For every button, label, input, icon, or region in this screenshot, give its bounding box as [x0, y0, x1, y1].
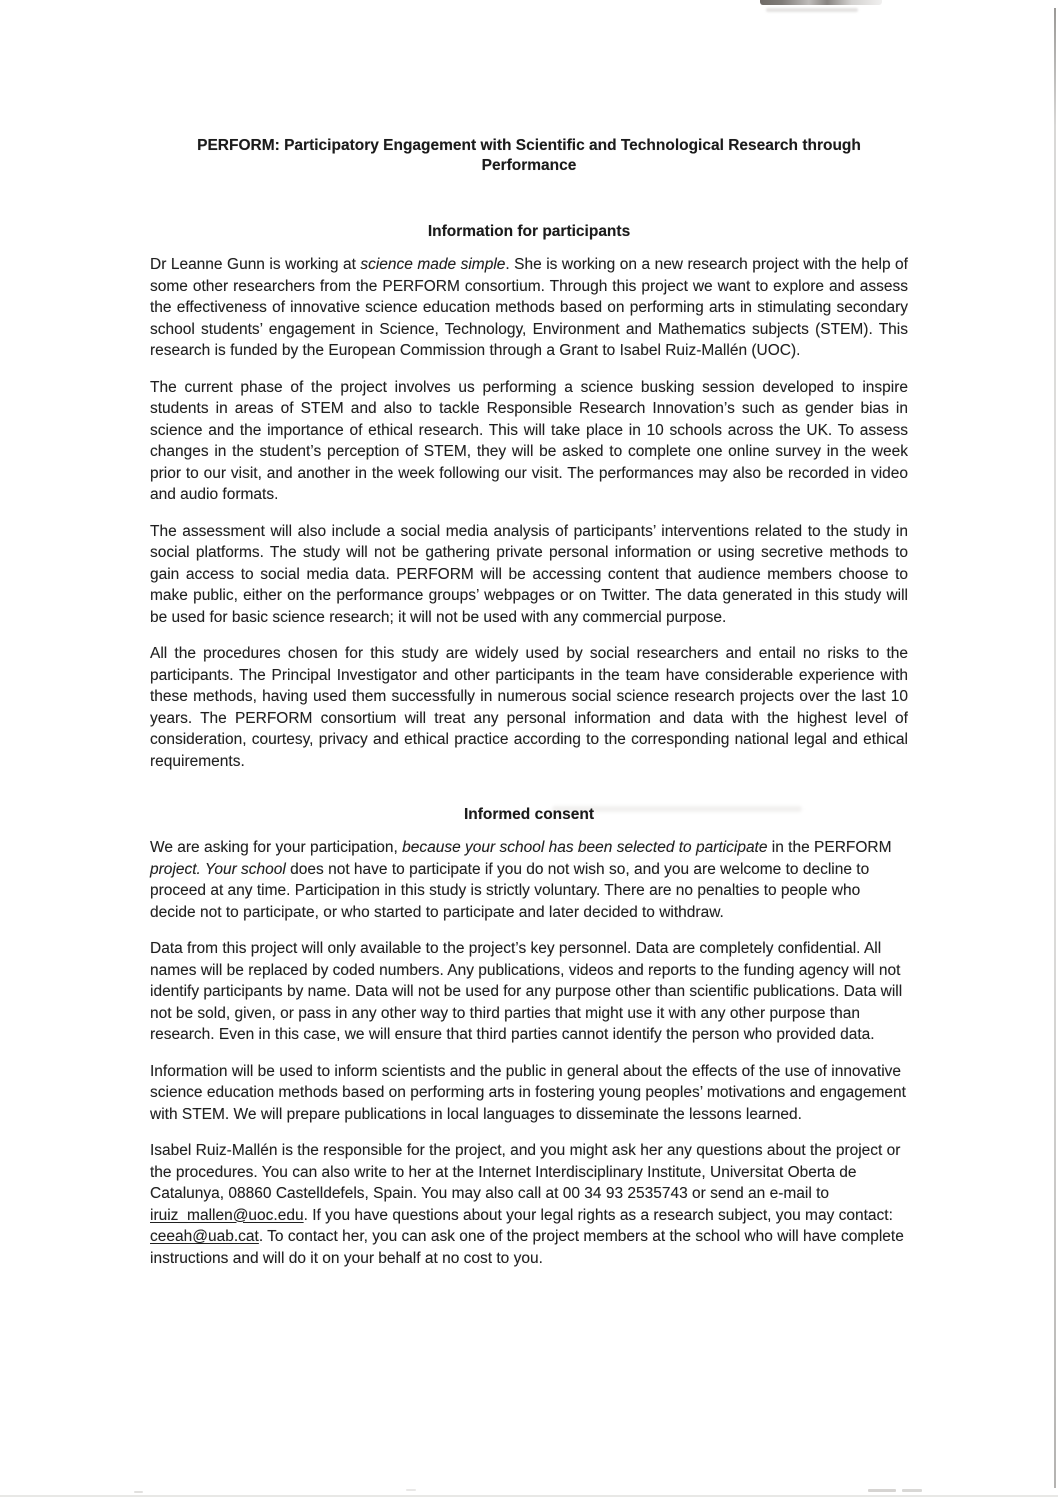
email-address-text: iruiz_mallen@uoc.edu: [150, 1206, 304, 1224]
scan-smudge-bottom: [868, 1489, 896, 1492]
text-segment: does not have to participate if you do not wish so, and you are welcome to decline to proceed at any time. Participation in this study is strictly voluntary. There are no penalties to people who decide not to participate, or who started to participate and later decided to withdraw.: [150, 860, 870, 921]
paragraph: [150, 254, 908, 362]
paragraph: [150, 837, 908, 923]
text-segment: The current phase of the project involves us performing a science busking session developed to inspire students in areas of STEM and also to tackle Responsible Research Innovation’s such as gender bias in science and the importance of ethical research. This will take place in 10 schools across the UK. To assess changes in the student’s perception of STEM, they will be asked to complete one online survey in the week prior to our visit, and another in the week following our visit. The performances may also be recorded in video and audio formats.: [150, 378, 908, 503]
paragraph: [150, 1140, 908, 1269]
text-segment: project. Your school: [150, 860, 286, 878]
section-body: [150, 254, 908, 772]
text-segment: . To contact her, you can ask one of the project members at the school who will have complete instructions and will do it on your behalf at no cost to you.: [150, 1228, 904, 1267]
document-title: PERFORM: Participatory Engagement with Scientific and Technological Research through Performance: [197, 137, 861, 174]
document-content: [150, 136, 908, 1284]
paragraph: [150, 643, 908, 772]
scan-speck: [134, 1491, 143, 1493]
section-informed-consent: [150, 805, 908, 1269]
section-information-for-participants: [150, 222, 908, 772]
section-heading-informed-consent: Informed consent: [463, 806, 595, 823]
text-segment: . She is working on a new research project with the help of some other researchers from the PERFORM consortium. Through this project we want to explore and assess the effectiveness of innovative science education methods based on performing arts in stimulating secondary school students’ engagement in Science, Technology, Environment and Mathematics subjects (STEM). This research is funded by the European Commission through a Grant to Isabel Ruiz-Mallén (UOC).: [150, 256, 908, 359]
scan-speck: [406, 1489, 416, 1491]
paragraph: [150, 521, 908, 629]
section-body: [150, 837, 908, 1269]
text-segment: All the procedures chosen for this study are widely used by social researchers and entail no risks to the participants. The Principal Investigator and other participants in the team have considerable experience with these methods, having used them successfully in numerous social science research projects over the last 10 years. The PERFORM consortium will treat any personal information and data with the highest level of consideration, courtesy, privacy and ethical practice according to the corresponding national legal and ethical requirements.: [150, 645, 908, 770]
text-segment: in the PERFORM: [767, 839, 892, 856]
paragraph: [150, 377, 908, 506]
text-segment: Isabel Ruiz-Mallén is the responsible for the project, and you might ask her any questions about the project or the procedures. You can also write to her at the Internet Interdisciplinary Institute, Universitat Oberta de Catalunya, 08860 Castelldefels, Spain. You may also call at 00 34 93 2535743 or send an e-mail to: [150, 1142, 901, 1202]
text-segment: Information will be used to inform scientists and the public in general about the effects of the use of innovative science education methods based on performing arts in fostering young peoples’ motivations and engagement with STEM. We will prepare publications in local languages to disseminate the lessons learned.: [150, 1062, 906, 1123]
text-segment: Dr Leanne Gunn is working at: [150, 256, 361, 273]
paragraph: [150, 938, 908, 1046]
scan-edge-line-right: [1054, 8, 1056, 1488]
text-segment: Data from this project will only available to the project’s key personnel. Data are completely confidential. All names will be replaced by coded numbers. Any publications, videos and reports to the funding agency will not identify participants by name. Data will not be used for any purpose other than scientific publications. Data will not be sold, given, or pass in any other way to third parties that might use it with any other purpose than research. Even in this case, we will ensure that third parties cannot identify the person who provided data.: [150, 940, 903, 1043]
email-address-text: ceeah@uab.cat: [150, 1228, 259, 1245]
scan-smudge-top-faint: [766, 8, 858, 12]
text-segment: . If you have questions about your legal rights as a research subject, you may contact:: [303, 1206, 893, 1224]
text-segment: science made simple: [360, 256, 506, 273]
text-segment: because your school has been selected to participate: [402, 839, 768, 856]
section-heading-information-for-participants: Information for participants: [427, 223, 631, 240]
text-segment: The assessment will also include a social media analysis of participants’ interventions related to the study in social platforms. The study will not be gathering private personal information or using secretive methods to gain access to social media data. PERFORM will be accessing content that audience members choose to make public, either on the performance groups’ webpages or on Twitter. The data generated in this study will be used for basic science research; it will not be used with any commercial purpose.: [150, 522, 908, 626]
text-segment: We are asking for your participation,: [150, 839, 403, 856]
scan-smudge-top-icon: [760, 0, 882, 5]
scan-smudge-bottom: [902, 1489, 922, 1492]
paragraph: [150, 1061, 908, 1126]
